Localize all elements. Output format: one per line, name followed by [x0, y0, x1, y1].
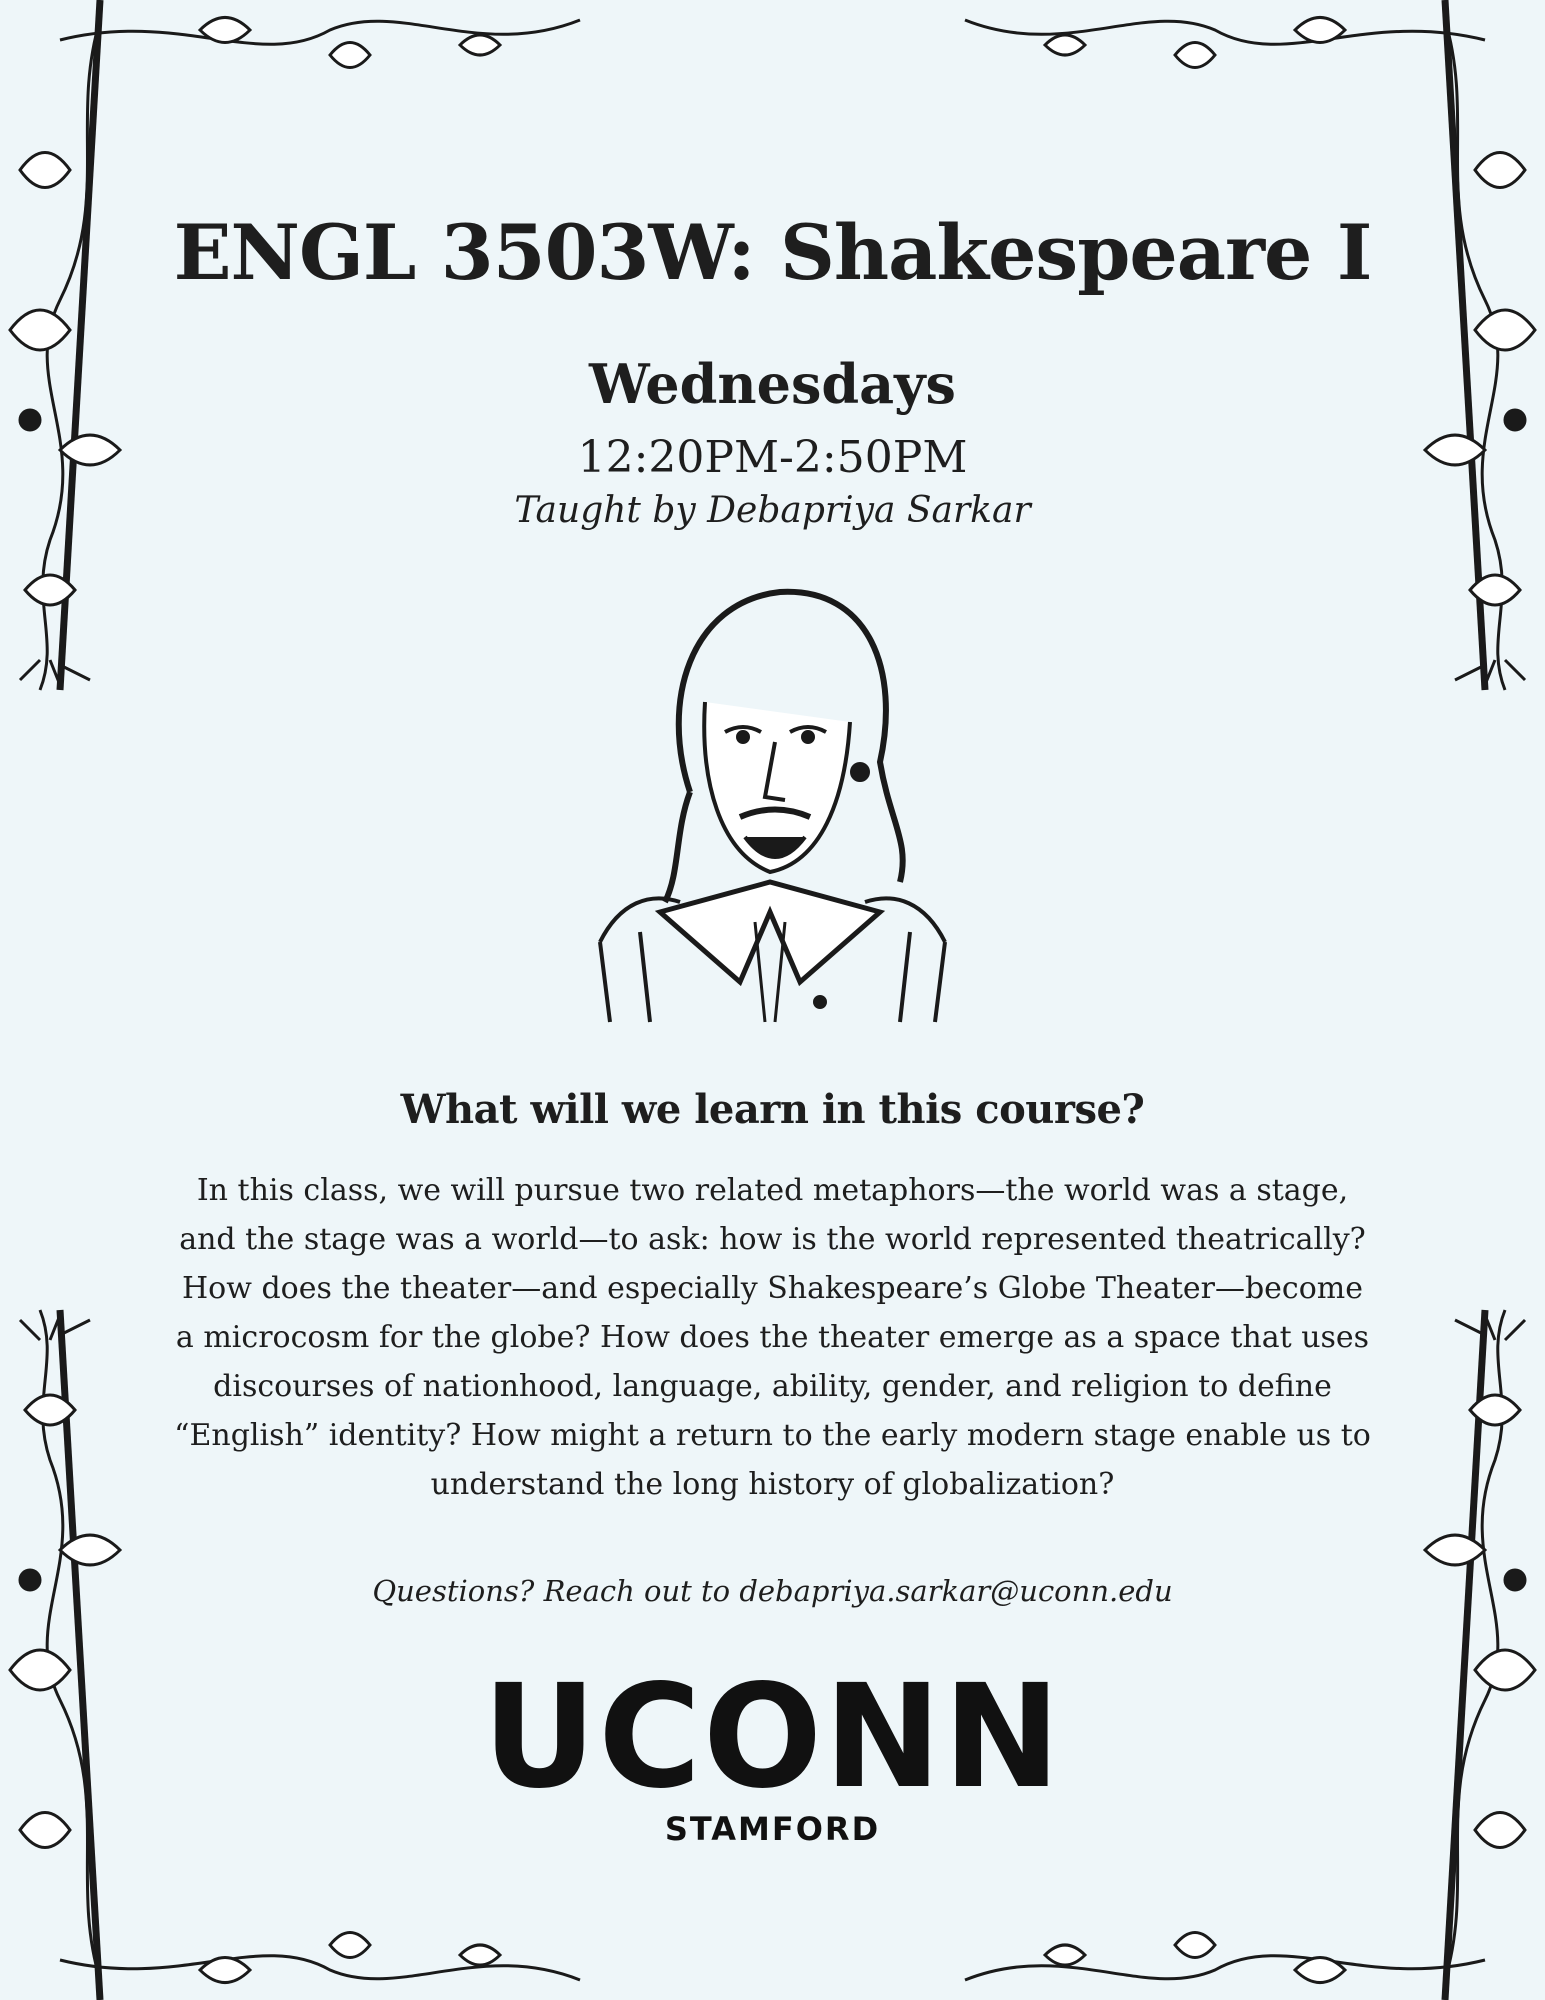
uconn-campus-label: STAMFORD: [664, 1810, 881, 1848]
course-title: ENGL 3503W: Shakespeare I: [173, 208, 1372, 297]
uconn-logo: UCONN: [482, 1654, 1063, 1821]
vine-border-top-left: [0, 0, 620, 700]
vine-border-top-right: [925, 0, 1545, 700]
description-heading: What will we learn in this course?: [400, 1086, 1145, 1133]
contact-line: Questions? Reach out to debapriya.sarkar@uconn.edu: [372, 1574, 1173, 1608]
course-time: 12:20PM-2:50PM: [577, 432, 968, 483]
course-instructor: Taught by Debapriya Sarkar: [514, 490, 1031, 531]
course-day: Wednesdays: [589, 352, 956, 416]
description-text: In this class, we will pursue two related metaphors—the world was a stage, and the stage was a world—to ask: how is the world represented theatrically? How does the theater—and especially Shakespeare’s Globe Theater—become a microcosm for the globe? How does the theater emerge as a space that uses discourses of nationhood, language, ability, gender, and religion to define “English” identity? How might a return to the early modern stage enable us to understand the long history of globalization?: [174, 1173, 1371, 1502]
shakespeare-portrait-image: [580, 582, 965, 1032]
